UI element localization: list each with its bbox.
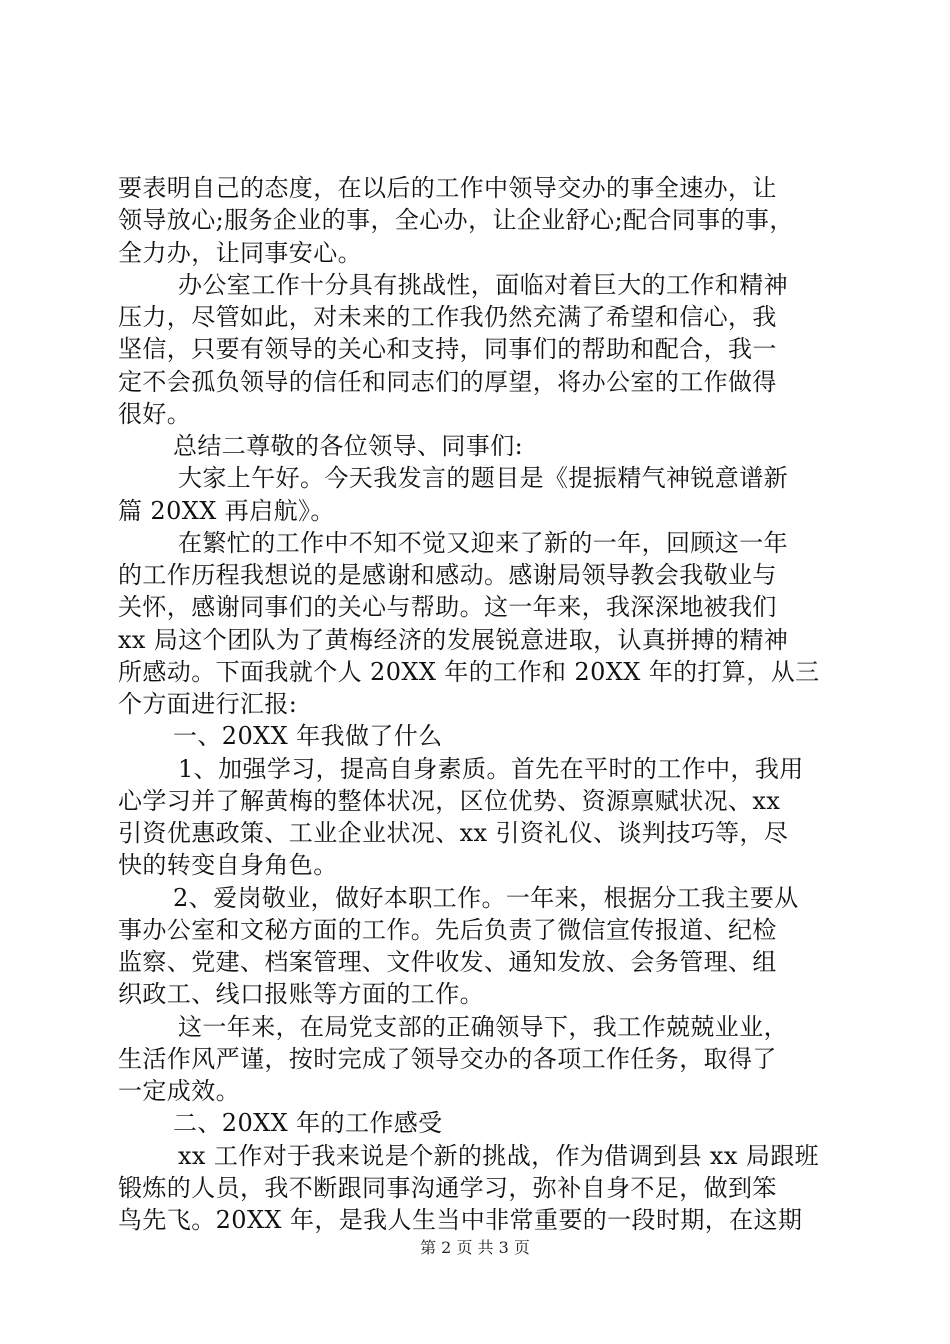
document-body: [118, 172, 840, 1236]
text-line: 监察、党建、档案管理、文件收发、通知发放、会务管理、组: [118, 948, 777, 976]
text-line: 锻炼的人员，我不断跟同事沟通学习，弥补自身不足，做到笨: [118, 1173, 777, 1202]
text-line: 一定成效。: [118, 1077, 240, 1105]
text-line: 2、爱岗敬业，做好本职工作。一年来，根据分工我主要从: [173, 883, 799, 912]
page-number-footer: 第 2 页 共 3 页: [420, 1238, 530, 1257]
section-heading: 一、20XX 年我做了什么: [173, 722, 443, 751]
text-line: 所感动。下面我就个人 20XX 年的工作和 20XX 年的打算，从三: [118, 657, 820, 686]
text-line: 心学习并了解黄梅的整体状况，区位优势、资源禀赋状况、xx: [118, 786, 781, 815]
text-line: 生活作风严谨，按时完成了领导交办的各项工作任务，取得了: [118, 1044, 777, 1073]
text-line: 很好。: [118, 399, 192, 428]
section-heading: 总结二尊敬的各位领导、同事们:: [173, 432, 524, 460]
section-heading: 二、20XX 年的工作感受: [173, 1109, 443, 1138]
text-line: 1、加强学习，提高自身素质。首先在平时的工作中，我用: [178, 754, 804, 783]
text-line: 全力办，让同事安心。: [118, 238, 362, 267]
text-line: 的工作历程我想说的是感谢和感动。感谢局领导教会我敬业与: [118, 561, 777, 589]
text-line: xx 工作对于我来说是个新的挑战，作为借调到县 xx 局跟班: [178, 1141, 820, 1170]
text-line: 事办公室和文秘方面的工作。先后负责了微信宣传报道、纪检: [118, 915, 777, 944]
text-line: 鸟先飞。20XX 年，是我人生当中非常重要的一段时期，在这期: [118, 1206, 803, 1234]
text-line: 这一年来，在局党支部的正确领导下，我工作兢兢业业，: [178, 1012, 788, 1041]
text-line: 办公室工作十分具有挑战性，面临对着巨大的工作和精神: [178, 270, 788, 299]
text-line: 坚信，只要有领导的关心和支持，同事们的帮助和配合，我一: [118, 335, 777, 364]
text-line: 引资优惠政策、工业企业状况、xx 引资礼仪、谈判技巧等，尽: [118, 819, 789, 847]
text-line: 快的转变自身角色。: [118, 851, 338, 880]
text-line: 在繁忙的工作中不知不觉又迎来了新的一年，回顾这一年: [178, 528, 788, 557]
text-line: 压力，尽管如此，对未来的工作我仍然充满了希望和信心，我: [118, 303, 777, 331]
text-line: 篇 20XX 再启航》。: [118, 496, 335, 525]
text-line: 定不会孤负领导的信任和同志们的厚望，将办公室的工作做得: [118, 367, 777, 396]
text-line: 织政工、线口报账等方面的工作。: [118, 980, 484, 1009]
text-line: xx 局这个团队为了黄梅经济的发展锐意进取，认真拼搏的精神: [118, 625, 789, 654]
text-line: 要表明自己的态度，在以后的工作中领导交办的事全速办，让: [118, 174, 777, 202]
text-line: 领导放心;服务企业的事，全心办，让企业舒心;配合同事的事，: [118, 206, 794, 235]
text-line: 关怀，感谢同事们的关心与帮助。这一年来，我深深地被我们: [118, 593, 777, 622]
text-line: 大家上午好。今天我发言的题目是《提振精气神锐意谱新: [178, 464, 788, 493]
text-line: 个方面进行汇报:: [118, 690, 298, 718]
